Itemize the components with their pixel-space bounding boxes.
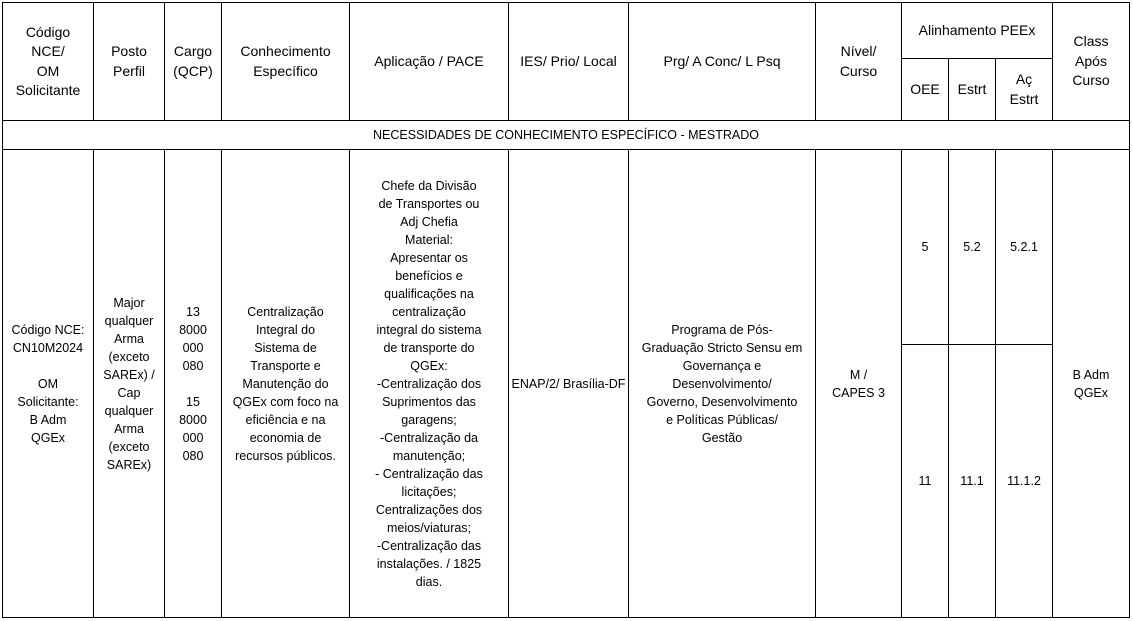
header-estrt: Estrt xyxy=(949,59,996,121)
header-oee: OEE xyxy=(902,59,949,121)
header-ac-estrt: Aç Estrt xyxy=(996,59,1053,121)
cell-ac-estrt-2: 11.1.2 xyxy=(996,345,1053,618)
cell-oee-1: 5 xyxy=(902,150,949,345)
header-posto: Posto Perfil xyxy=(94,3,165,121)
header-codigo: Código NCE/ OM Solicitante xyxy=(3,3,94,121)
header-nivel: Nível/ Curso xyxy=(816,3,902,121)
cell-oee-2: 11 xyxy=(902,345,949,618)
cell-codigo: Código NCE: CN10M2024 OM Solicitante: B Adm QGEx xyxy=(3,150,94,618)
header-aplicacao: Aplicação / PACE xyxy=(350,3,509,121)
cell-estrt-2: 11.1 xyxy=(949,345,996,618)
cell-class: B Adm QGEx xyxy=(1053,150,1130,618)
header-cargo: Cargo (QCP) xyxy=(165,3,222,121)
header-class: Class Após Curso xyxy=(1053,3,1130,121)
cell-estrt-1: 5.2 xyxy=(949,150,996,345)
header-conhecimento: Conhecimento Específico xyxy=(222,3,350,121)
cell-ies: ENAP/2/ Brasília-DF xyxy=(509,150,629,618)
cell-cargo: 13 8000 000 080 15 8000 000 080 xyxy=(165,150,222,618)
header-alinhamento: Alinhamento PEEx xyxy=(902,3,1053,59)
necessidades-table xyxy=(2,2,1130,618)
cell-nivel: M / CAPES 3 xyxy=(816,150,902,618)
section-title: NECESSIDADES DE CONHECIMENTO ESPECÍFICO - MESTRADO xyxy=(3,121,1130,150)
cell-prg: Programa de Pós- Graduação Stricto Sensu em Governança e Desenvolvimento/ Governo, Desenvolvimento e Políticas Públicas/ Gestão xyxy=(629,150,816,618)
cell-conhecimento: Centralização Integral do Sistema de Transporte e Manutenção do QGEx com foco na eficiência e na economia de recursos públicos. xyxy=(222,150,350,618)
header-prg: Prg/ A Conc/ L Psq xyxy=(629,3,816,121)
cell-posto: Major qualquer Arma (exceto SAREx) / Cap qualquer Arma (exceto SAREx) xyxy=(94,150,165,618)
cell-aplicacao: Chefe da Divisão de Transportes ou Adj Chefia Material: Apresentar os benefícios e qualificações na centralização integral do sistema de transporte do QGEx: -Centralização dos Suprimentos das garagens; -Centralização da manutenção; - Centralização das licitações; Centralizações dos meios/viaturas; -Centralização das instalações. / 1825 dias. xyxy=(350,150,509,618)
header-ies: IES/ Prio/ Local xyxy=(509,3,629,121)
cell-ac-estrt-1: 5.2.1 xyxy=(996,150,1053,345)
